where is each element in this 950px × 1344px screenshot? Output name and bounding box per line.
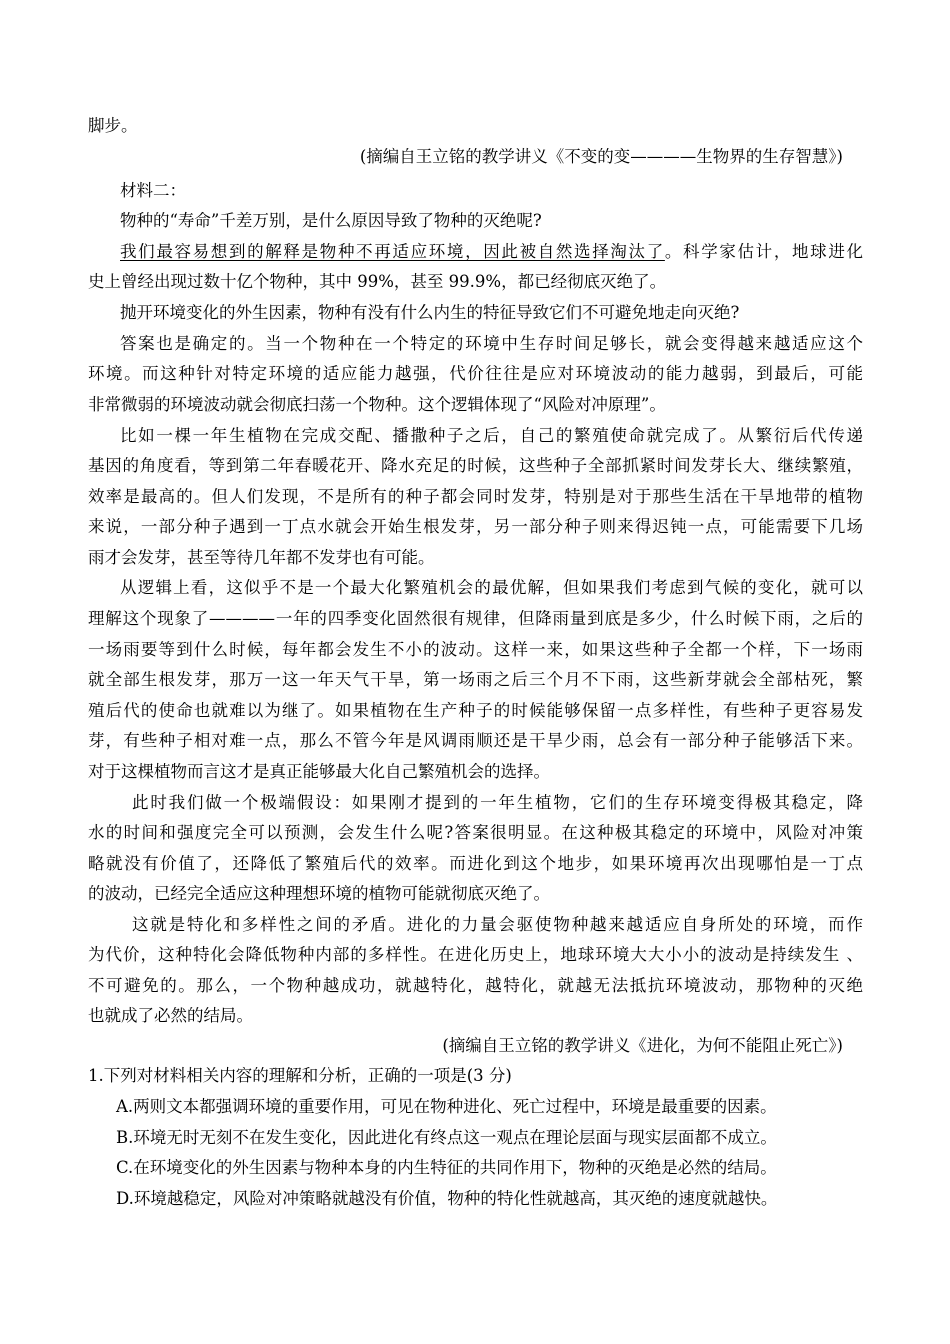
source-citation: (摘编自王立铭的教学讲义《不变的变————生物界的生存智慧》) (359, 147, 843, 166)
section-heading: 材料二： (120, 181, 186, 200)
text-line: 从逻辑上看，这似乎不是一个最大化繁殖机会的最优解，但如果我们考虑到气候的变化，就可以 (120, 578, 863, 597)
text-line: 的波动，已经完全适应这种理想环境的植物可能就彻底灭绝了。 (88, 884, 550, 903)
text-line: 芽，有些种子相对难一点，那么不管今年是风调雨顺还是干旱少雨，总会有一部分种子能够活下来。 (88, 731, 863, 750)
text-line: 也就成了必然的结局。 (88, 1006, 253, 1025)
text-line: 史上曾经出现过数十亿个物种，其中 99%，甚至 99.9%，都已经彻底灭绝了。 (88, 272, 667, 291)
option-c: C.在环境变化的外生因素与物种本身的内生特征的共同作用下，物种的灭绝是必然的结局。 (116, 1158, 777, 1177)
text-line: 为代价，这种特化会降低物种内部的多样性。在进化历史上，地球环境大大小小的波动是持续发生 、 (88, 945, 863, 964)
text-line: 物种的“寿命”千差万别，是什么原因导致了物种的灭绝呢? (120, 211, 542, 230)
text-line: 就全部生根发芽，那万一这一年天气干旱，第一场雨之后三个月不下雨，这些新芽就会全部枯死，繁 (88, 670, 863, 689)
text-line: 此时我们做一个极端假设：如果刚才提到的一年生植物，它们的生存环境变得极其稳定，降 (132, 793, 863, 812)
text-line: 略就没有价值了，还降低了繁殖后代的效率。而进化到这个地步，如果环境再次出现哪怕是一丁点 (88, 854, 863, 873)
text-line: 脚步。 (88, 116, 138, 135)
text-line: 效率是最高的。但人们发现，不是所有的种子都会同时发芽，特别是对于那些生活在干旱地带的植物 (88, 487, 863, 506)
text-line: 这就是特化和多样性之间的矛盾。进化的力量会驱使物种越来越适应自身所处的环境，而作 (132, 915, 863, 934)
text-line: 非常微弱的环境波动就会彻底扫荡一个物种。这个逻辑体现了“风险对冲原理”。 (88, 395, 666, 414)
underlined-sentence: 我们最容易想到的解释是物种不再适应环境，因此被自然选择淘汰了 (120, 242, 665, 261)
text-line: 环境。而这种针对特定环境的适应能力越强，代价往往是应对环境波动的能力越弱，到最后，可能 (88, 364, 863, 383)
text-line: 雨才会发芽，甚至等待几年都不发芽也有可能。 (88, 548, 435, 567)
question-stem: 1.下列对材料相关内容的理解和分析，正确的一项是(3 分) (88, 1066, 512, 1085)
text-line: 比如一棵一年生植物在完成交配、播撒种子之后，自己的繁殖使命就完成了。从繁衍后代传递 (120, 426, 863, 445)
text-line: 答案也是确定的。当一个物种在一个特定的环境中生存时间足够长，就会变得越来越适应这个 (120, 334, 863, 353)
text-line: 水的时间和强度完全可以预测，会发生什么呢?答案很明显。在这种极其稳定的环境中，风险对冲策 (88, 823, 863, 842)
option-b: B.环境无时无刻不在发生变化，因此进化有终点这一观点在理论层面与现实层面都不成立。 (116, 1128, 777, 1147)
text-line: 理解这个现象了————一年的四季变化固然很有规律，但降雨量到底是多少，什么时候下雨，之后的 (88, 609, 863, 628)
option-a: A.两则文本都强调环境的重要作用，可见在物种进化、死亡过程中，环境是最重要的因素。 (116, 1097, 777, 1116)
text-span: 。科学家估计，地球进化 (664, 242, 864, 261)
text-line: 基因的角度看，等到第二年春暖花开、降水充足的时候，这些种子全部抓紧时间发芽长大、继续繁殖， (88, 456, 863, 475)
text-line: 殖后代的使命也就难以为继了。如果植物在生产种子的时候能够保留一点多样性，有些种子更容易发 (88, 701, 863, 720)
text-line: 来说，一部分种子遇到一丁点水就会开始生根发芽，另一部分种子则来得迟钝一点，可能需要下几场 (88, 517, 863, 536)
text-line: 对于这棵植物而言这才是真正能够最大化自己繁殖机会的选择。 (88, 762, 550, 781)
text-line (88, 242, 863, 262)
text-line: 不可避免的。那么，一个物种越成功，就越特化，越特化，就越无法抵抗环境波动，那物种的灭绝 (88, 976, 863, 995)
text-line: 抛开环境变化的外生因素，物种有没有什么内生的特征导致它们不可避免地走向灭绝? (120, 303, 740, 322)
text-line: 一场雨要等到什么时候，每年都会发生不小的波动。这样一来，如果这些种子全都一个样，下一场雨 (88, 640, 863, 659)
option-d: D.环境越稳定，风险对冲策略就越没有价值，物种的特化性就越高，其灭绝的速度就越快。 (116, 1189, 778, 1208)
source-citation: (摘编自王立铭的教学讲义《进化，为何不能阻止死亡》) (442, 1036, 843, 1055)
